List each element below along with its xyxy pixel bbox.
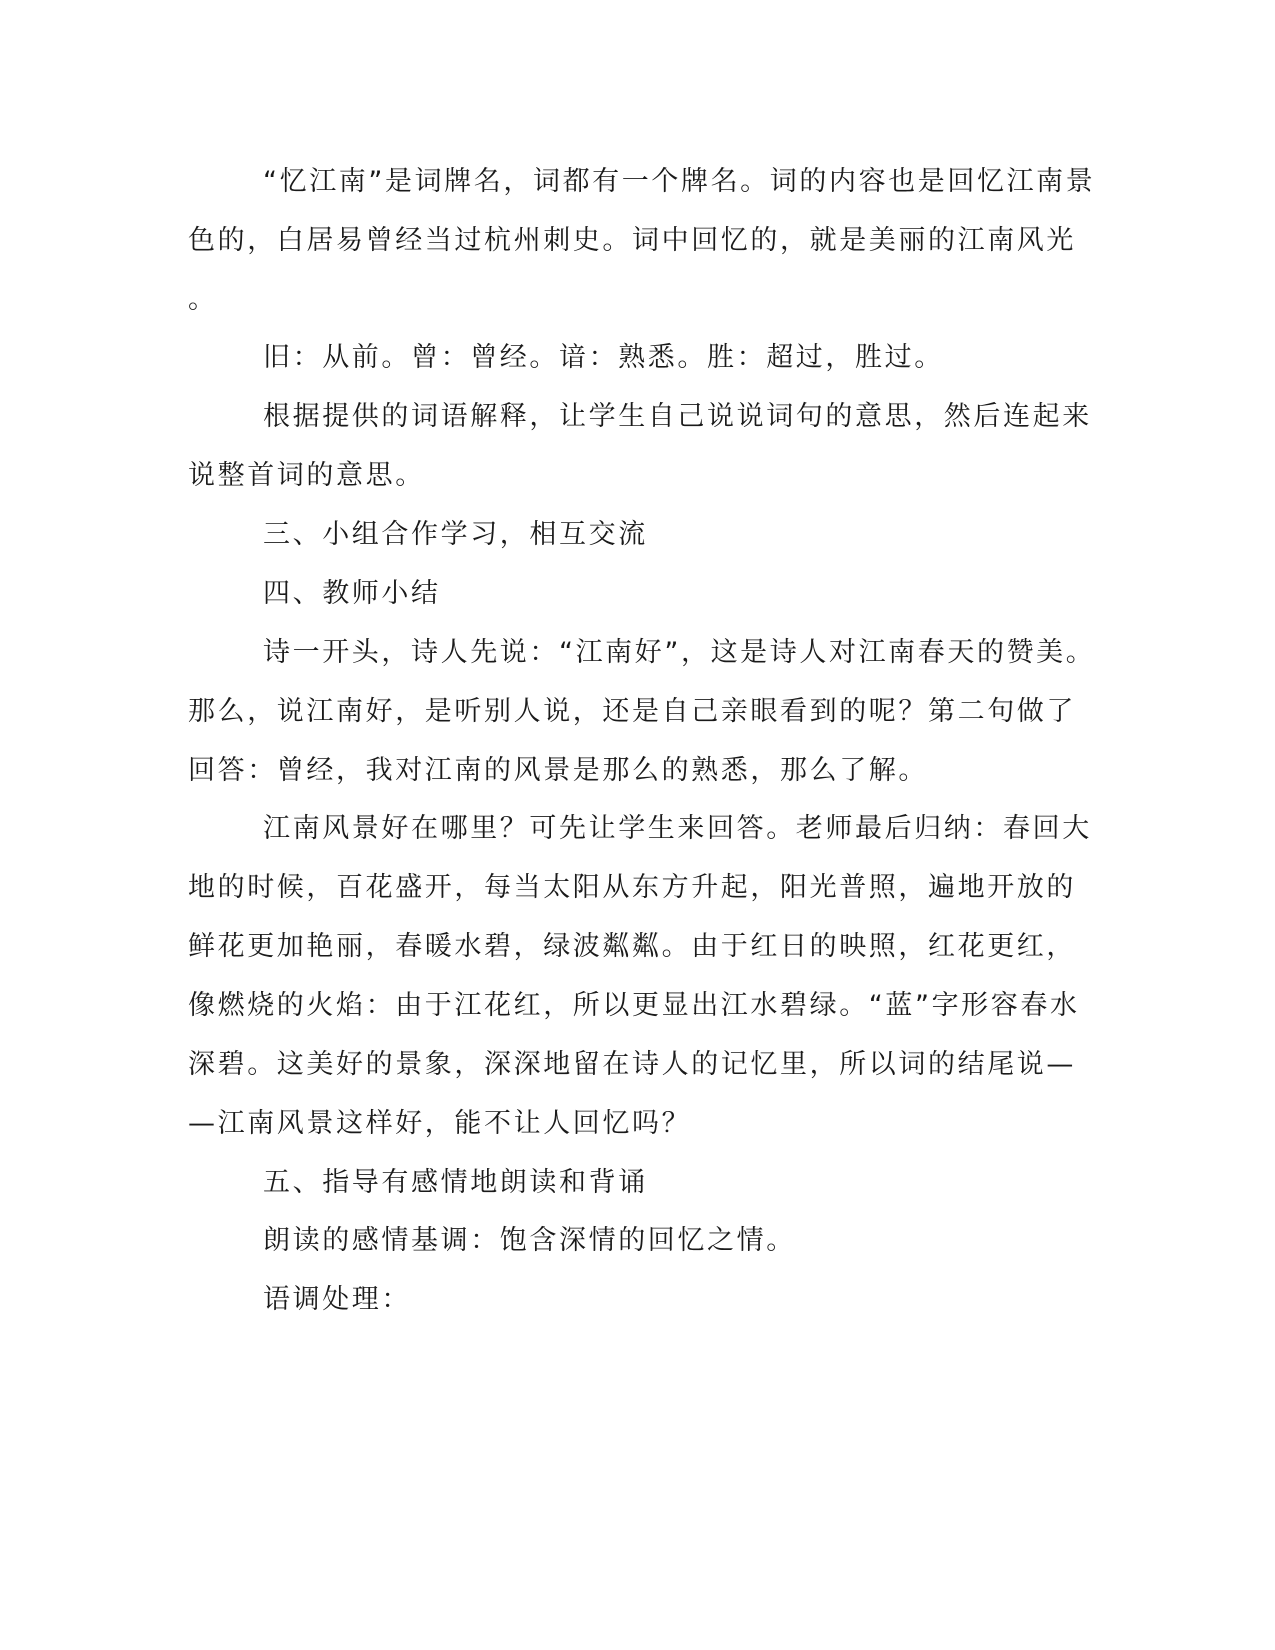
paragraph-1-line-2: 色的，白居易曾经当过杭州刺史。词中回忆的，就是美丽的江南风光 — [188, 225, 1076, 256]
section-heading-5: 五、指导有感情地朗读和背诵 — [263, 1167, 648, 1198]
paragraph-5-line-3: 鲜花更加艳丽，春暖水碧，绿波粼粼。由于红日的映照，红花更红， — [188, 931, 1076, 962]
paragraph-5-line-1: 江南风景好在哪里？可先让学生来回答。老师最后归纳：春回大 — [263, 813, 1092, 844]
paragraph-5-line-2: 地的时候，百花盛开，每当太阳从东方升起，阳光普照，遍地开放的 — [188, 872, 1076, 903]
paragraph-1-line-1: “忆江南”是词牌名，词都有一个牌名。词的内容也是回忆江南景 — [263, 166, 1096, 197]
paragraph-3-line-2: 说整首词的意思。 — [188, 460, 425, 491]
section-heading-3: 三、小组合作学习，相互交流 — [263, 519, 648, 550]
paragraph-4-line-1: 诗一开头，诗人先说：“江南好”，这是诗人对江南春天的赞美。 — [263, 637, 1096, 668]
paragraph-2-line-1: 旧：从前。曾：曾经。谙：熟悉。胜：超过，胜过。 — [263, 342, 944, 373]
paragraph-6-line-1: 朗读的感情基调：饱含深情的回忆之情。 — [263, 1225, 796, 1256]
paragraph-4-line-3: 回答：曾经，我对江南的风景是那么的熟悉，那么了解。 — [188, 755, 928, 786]
section-heading-4: 四、教师小结 — [263, 578, 441, 609]
paragraph-5-line-4: 像燃烧的火焰：由于江花红，所以更显出江水碧绿。“蓝”字形容春水 — [188, 990, 1080, 1021]
paragraph-5-line-5: 深碧。这美好的景象，深深地留在诗人的记忆里，所以词的结尾说— — [188, 1049, 1076, 1080]
paragraph-3-line-1: 根据提供的词语解释，让学生自己说说词句的意思，然后连起来 — [263, 401, 1092, 432]
paragraph-7-line-1: 语调处理： — [263, 1284, 411, 1315]
paragraph-5-line-6: —江南风景这样好，能不让人回忆吗？ — [188, 1108, 692, 1139]
paragraph-4-line-2: 那么，说江南好，是听别人说，还是自己亲眼看到的呢？第二句做了 — [188, 696, 1076, 727]
paragraph-1-line-3: 。 — [188, 284, 218, 315]
